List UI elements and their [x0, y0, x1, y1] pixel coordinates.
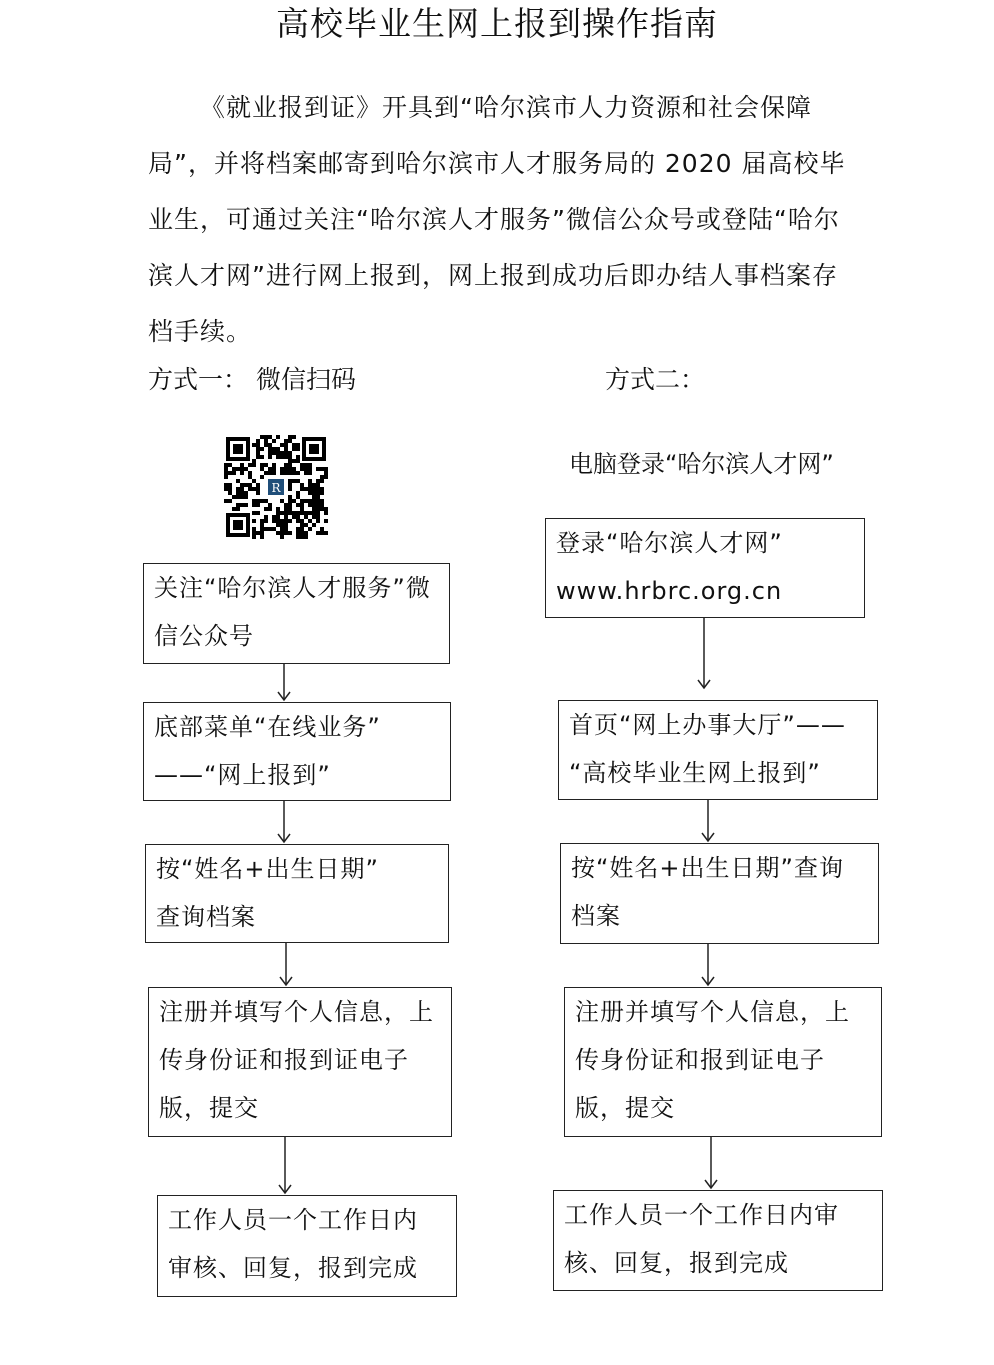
arrow-down-icon [703, 1137, 719, 1190]
step-text-line: 审核、回复，报到完成 [168, 1254, 418, 1282]
step-text-line: 传身份证和报到证电子 [575, 1046, 825, 1074]
step-text-line: 版，提交 [575, 1094, 675, 1122]
right-step-register [564, 987, 882, 1137]
right-step-homepage [558, 700, 878, 800]
step-text-line: 工作人员一个工作日内 [168, 1206, 418, 1234]
step-text-line: 关注“哈尔滨人才服务”微 [154, 574, 431, 602]
qr-logo-text: R [271, 481, 281, 495]
left-step-follow-wechat [143, 563, 450, 664]
left-step-query [145, 844, 449, 943]
right-step-review [553, 1190, 883, 1291]
step-text-line: 注册并填写个人信息，上 [575, 998, 850, 1026]
intro-text: 《就业报到证》开具到“哈尔滨市人力资源和社会保障局”，并将档案邮寄到哈尔滨市人才服务局的 2020 届高校毕业生，可通过关注“哈尔滨人才服务”微信公众号或登陆“哈尔滨人才网”进行网上报到，网上报到成功后即办结人事档案存档手续。 [148, 93, 846, 346]
step-text-line: 核、回复，报到完成 [564, 1249, 789, 1277]
step-text-line: ——“网上报到” [154, 761, 331, 789]
arrow-down-icon [700, 800, 716, 843]
right-step-query [560, 843, 879, 944]
step-text-line: 查询档案 [156, 903, 256, 931]
left-step-review [157, 1195, 457, 1297]
method-two-label: 方式二： [605, 365, 706, 394]
page-title: 高校毕业生网上报到操作指南 [276, 4, 718, 43]
step-text-line: 注册并填写个人信息，上 [159, 998, 434, 1026]
method-two-subtitle: 电脑登录“哈尔滨人才网” [569, 450, 834, 478]
arrow-down-icon [278, 943, 294, 987]
wechat-qr-code [224, 435, 328, 539]
step-text-line: 登录“哈尔滨人才网” [556, 529, 783, 557]
intro-paragraph [148, 80, 848, 360]
right-step-login [545, 518, 865, 618]
step-text-line: 版，提交 [159, 1094, 259, 1122]
step-text-line: 底部菜单“在线业务” [154, 713, 381, 741]
step-text-line: 传身份证和报到证电子 [159, 1046, 409, 1074]
arrow-down-icon [276, 801, 292, 844]
arrow-down-icon [696, 618, 712, 690]
arrow-down-icon [276, 664, 292, 702]
left-step-register [148, 987, 452, 1137]
step-text-line: 按“姓名+出生日期” [156, 855, 379, 883]
step-text-line: 档案 [571, 902, 621, 930]
step-text-line: 工作人员一个工作日内审 [564, 1201, 839, 1229]
website-url: www.hrbrc.org.cn [556, 577, 783, 605]
arrow-down-icon [277, 1137, 293, 1195]
left-step-menu [143, 702, 451, 801]
arrow-down-icon [700, 944, 716, 987]
step-text-line: 按“姓名+出生日期”查询 [571, 854, 844, 882]
step-text-line: 信公众号 [154, 622, 254, 650]
step-text-line: 首页“网上办事大厅”—— [569, 711, 846, 739]
step-text-line: “高校毕业生网上报到” [569, 759, 821, 787]
method-one-label: 方式一： 微信扫码 [148, 365, 356, 394]
